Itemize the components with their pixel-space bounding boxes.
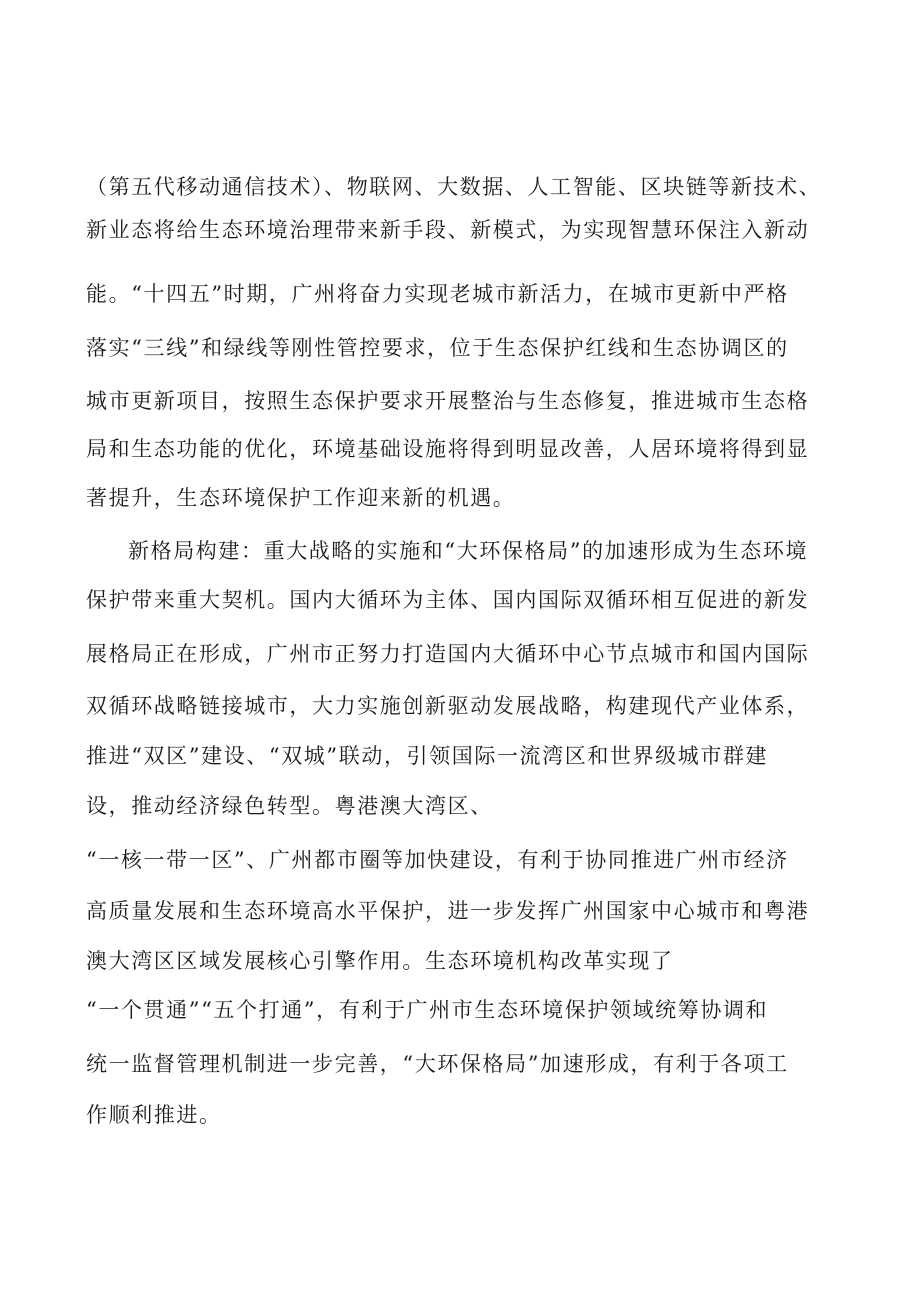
text-line: 著提升，生态环境保护工作迎来新的机遇。 — [86, 486, 516, 510]
text-line: 能。“十四五”时期，广州将奋力实现老城市新活力，在城市更新中严格 — [86, 282, 789, 306]
text-line: 局和生态功能的优化，环境基础设施将得到明显改善，人居环境将得到显 — [86, 437, 810, 461]
text-line: 保护带来重大契机。国内大循环为主体、国内国际双循环相互促进的新发 — [86, 588, 810, 612]
text-line: 落实“三线”和绿线等刚性管控要求，位于生态保护红线和生态协调区的 — [86, 336, 789, 360]
text-line: 澳大湾区区域发展核心引擎作用。生态环境机构改革实现了 — [86, 949, 674, 973]
text-line: 设，推动经济绿色转型。粤港澳大湾区、 — [86, 794, 493, 818]
text-line: 新业态将给生态环境治理带来新手段、新模式，为实现智慧环保注入新动 — [86, 218, 810, 242]
text-line: （第五代移动通信技术）、物联网、大数据、人工智能、区块链等新技术、 — [86, 175, 822, 199]
paragraph-first-line: 新格局构建：重大战略的实施和“大环保格局”的加速形成为生态环境 — [128, 539, 809, 563]
text-line: “一个贯通”“五个打通”，有利于广州市生态环境保护领域统筹协调和 — [86, 998, 769, 1022]
text-line: 高质量发展和生态环境高水平保护，进一步发挥广州国家中心城市和粤港 — [86, 899, 810, 923]
text-line: 作顺利推进。 — [86, 1103, 222, 1127]
text-line: “一核一带一区”、广州都市圈等加快建设，有利于协同推进广州市经济 — [86, 848, 789, 872]
text-line: 双循环战略链接城市，大力实施创新驱动发展战略，构建现代产业体系， — [86, 694, 810, 718]
text-line: 展格局正在形成，广州市正努力打造国内大循环中心节点城市和国内国际 — [86, 642, 810, 666]
text-line: 统一监督管理机制进一步完善，“大环保格局”加速形成，有利于各项工 — [86, 1052, 789, 1076]
text-line: 推进“双区”建设、“双城”联动，引领国际一流湾区和世界级城市群建 — [86, 744, 769, 768]
text-line: 城市更新项目，按照生态保护要求开展整治与生态修复，推进城市生态格 — [86, 389, 810, 413]
